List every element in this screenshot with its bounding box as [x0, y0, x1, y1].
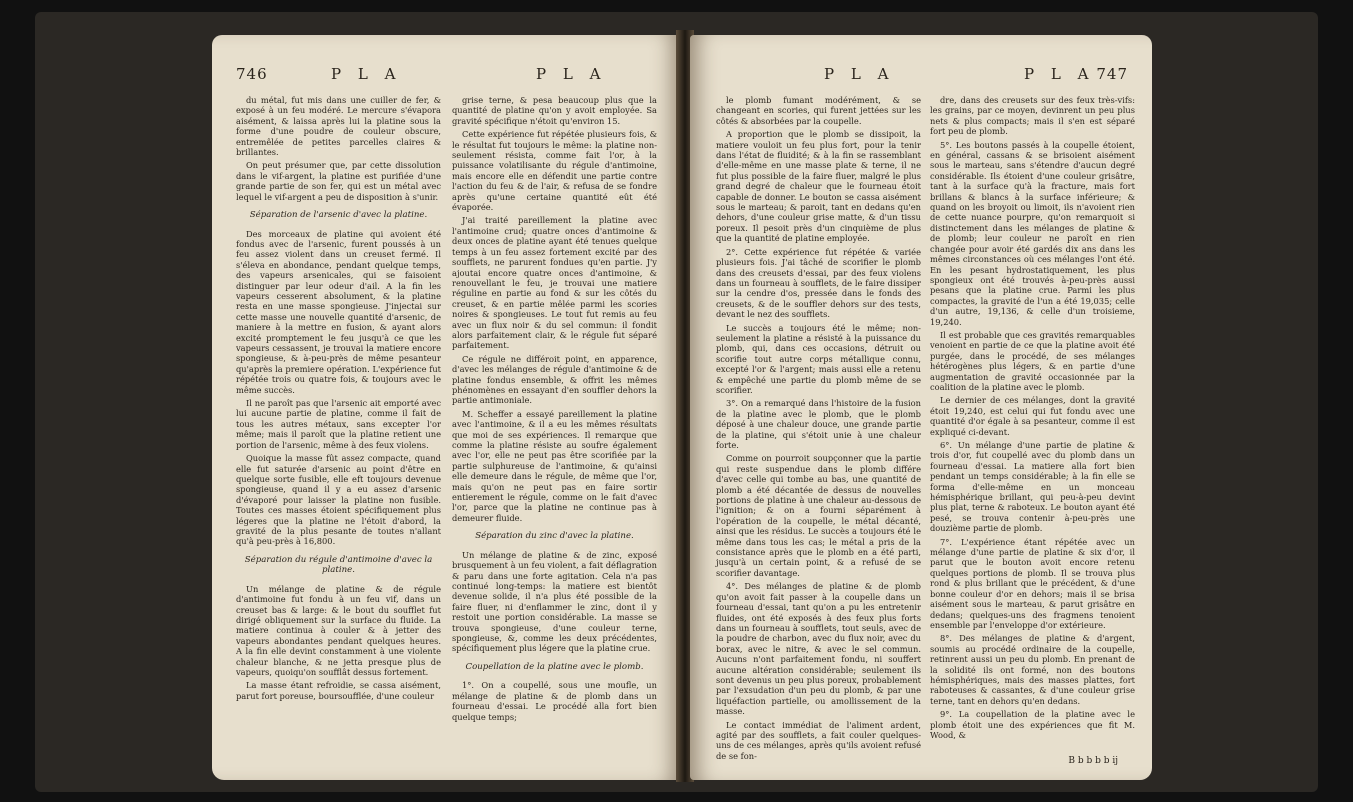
right-page-column-1 — [716, 95, 921, 764]
left-page-column-1 — [236, 95, 441, 704]
paragraph: 5°. Les boutons passés à la coupelle étoient, en général, cassans & se brisoient aisément sous le marteau, sans s'étendre d'aucun degré considérable. Ils étoient d'une couleur grisâtre, tant à la surface qu'à la fracture, mais fort brillans & blancs à la surface inférieure; & quand on les broyoit ou limoit, ils n'avoient rien de cette nuance pourpre, qu'on remarquoit si distinctement dans les mélanges de platine & de plomb; leur couleur ne paroît en rien changée pour avoir été gardés dix ans dans les mêmes circonstances où ces mélanges l'ont été. En les pesant hydrostatiquement, les plus spongieux ont été trouvés à-peu-près aussi pesans que la platine crue. Parmi les plus compactes, la gravité de l'un a été 19,035; celle d'un autre, 19,136, & celle d'un troisieme, 19,240. — [930, 139, 1135, 327]
paragraph: Un mélange de platine & de zinc, exposé brusquement à un feu violent, a fait déflagration & paru dans une forte agitation. Cela n'a pas continué long-temps: la matiere est bientôt devenue solide, il n'a plus été possible de la faire fluer, ni d'enflammer le zinc, dont il y restoit une portion considérable. La masse se trouva spongieuse, d'une couleur terne, spongieuse, &, comme les deux précédentes, spécifiquement plus légere que la platine crue. — [452, 549, 657, 654]
paragraph: 3°. On a remarqué dans l'histoire de la fusion de la platine avec le plomb, que le plomb déposé à une chaleur douce, une grande partie de la platine, qui s'étoit unie à une chaleur forte. — [716, 398, 921, 450]
paragraph: A proportion que le plomb se dissipoit, la matiere vouloit un feu plus fort, pour la tenir dans l'état de fluidité; & à la fin se rassemblant d'elle-même en une masse plate & terne, il ne fut plus possible de la faire fluer, malgré le plus grand degré de chaleur que le fourneau étoit capable de donner. Le bouton se cassa aisément sous le marteau; & paroit, tant en dedans qu'en dehors, d'une couleur grise matte, & d'un tissu poreux. Il pesoit près d'un cinquième de plus que la quantité de platine employée. — [716, 129, 921, 244]
paragraph: 6°. Un mélange d'une partie de platine & trois d'or, fut coupellé avec du plomb dans un fourneau d'essai. La matiere alla fort bien pendant un temps considérable; à la fin elle se forma d'elle-même en un monceau hémisphérique brillant, qui peu-à-peu devint plus plat, terne & raboteux. Le bouton ayant été pesé, se trouva contenir à-peu-près une douzième partie de plomb. — [930, 440, 1135, 534]
paragraph: 7°. L'expérience étant répétée avec un mélange d'une partie de platine & six d'or, il parut que le bouton avoit encore retenu quelques portions de plomb. Il se trouva plus rond & plus brillant que le précédent, & d'une bonne couleur d'or en dehors; mais il se brisa aisément sous le marteau, & parut grisâtre en dedans; quelques-uns des fragmens tenoient ensemble par l'enveloppe d'or extérieure. — [930, 536, 1135, 630]
paragraph: Le succès a toujours été le même; non-seulement la platine a résisté à la puissance du plomb, qui, dans ces occasions, détruit ou scorifie tout autre corps métallique connu, excepté l'or & l'argent; mais aussi elle a retenu & empêché une partie du plomb même de se scorifier. — [716, 322, 921, 395]
left-page-column-2 — [452, 95, 657, 725]
left-page-header — [236, 65, 656, 89]
running-head-right: P L A — [1024, 65, 1095, 83]
paragraph: du métal, fut mis dans une cuiller de fer, & exposé à un feu modéré. Le mercure s'évapora aisément, & laissa après lui la platine sous la forme d'une poudre de couleur obscure, entremêlée de petites parcelles claires & brillantes. — [236, 95, 441, 158]
paragraph: M. Scheffer a essayé pareillement la platine avec l'antimoine, & il a eu les mêmes résultats que moi de ses expériences. Il remarque que comme la platine résiste au soufre également avec l'or, elle ne peut pas être scorifiée par la partie sulphureuse de l'antimoine, & qu'ainsi elle demeure dans le régule, de même que l'or, mais qu'on ne peut pas en faire sortir entierement le régule, comme on le fait d'avec l'or, parce que la platine ne continue pas à demeurer fluide. — [452, 408, 657, 523]
paragraph: Des morceaux de platine qui avoient été fondus avec de l'arsenic, furent poussés à un feu assez violent dans un creuset fermé. Il s'éleva en abondance, pendant quelque temps, des vapeurs arsenicales, qui se faisoient distinguer par leur odeur d'ail. A la fin les vapeurs cesserent absolument, & la platine resta en une masse spongieuse. J'injectai sur cette masse une nouvelle quantité d'arsenic, de maniere à la mettre en fusion, & ayant alors excité promptement le feu jusqu'à ce que les vapeurs cessassent, je trouvai la matiere encore spongieuse, & à-peu-près de même pesanteur qu'après la premiere opération. L'expérience fut répétée trois ou quatre fois, & toujours avec le même succès. — [236, 228, 441, 395]
right-page-header — [714, 65, 1128, 89]
left-page — [212, 35, 680, 780]
paragraph: le plomb fumant modérément, & se changeant en scories, qui furent jettées sur les côtés & absorbées par la coupelle. — [716, 95, 921, 126]
paragraph: Il ne paroît pas que l'arsenic ait emporté avec lui aucune partie de platine, comme il fait de tous les autres métaux, sans excepter l'or même; mais il paroît que la platine retient une portion de l'arsenic, même à des feux violens. — [236, 398, 441, 450]
paragraph: Le dernier de ces mélanges, dont la gravité étoit 19,240, est celui qui fut fondu avec une quantité d'or égale à sa pesanteur, comme il est expliqué ci-devant. — [930, 395, 1135, 437]
paragraph: 4°. Des mélanges de platine & de plomb qu'on avoit fait passer à la coupelle dans un fourneau d'essai, tant qu'on a pu les entretenir fluides, ont été exposés à des feux plus forts dans un fourneau à soufflets, tout seuls, avec de la poudre de charbon, avec du flux noir, avec du borax, avec le nitre, & avec le sel commun. Aucuns n'ont parfaitement fondu, ni souffert aucune altération considérable; seulement ils sont devenus un peu plus poreux, probablement par l'exsudation d'un peu du plomb, & par une liquéfaction partielle, ou amollissement de la masse. — [716, 581, 921, 717]
paragraph: Quoique la masse fût assez compacte, quand elle fut saturée d'arsenic au point d'être en quelque sorte fusible, elle eft toujours devenue spongieuse, quand il y a eu assez d'arsenic d'évaporé pour laisser la platine non fusible. Toutes ces masses étoient spécifiquement plus légeres que la platine ne l'étoit d'abord, la gravité de la plus pesante de toutes n'allant qu'à peu-près à 16,800. — [236, 453, 441, 547]
paragraph: grise terne, & pesa beaucoup plus que la quantité de platine qu'on y avoit employée. Sa gravité spécifique n'étoit qu'environ 15. — [452, 95, 657, 126]
paragraph: Comme on pourroit soupçonner que la partie qui reste suspendue dans le plomb différe d'avec celle qui tombe au bas, une quantité de plomb a été décantée de dessus de nouvelles portions de platine à une chaleur au-dessous de l'ignition; & on a fourni séparément à l'opération de la coupelle, le métal décanté, ainsi que les résidus. Le succès a toujours été le même dans tous les cas; le métal a pris de la consistance après que le plomb en a été parti, jusqu'à un certain point, & a refusé de se scorifier davantage. — [716, 453, 921, 578]
page-number: 746 — [236, 65, 268, 83]
page-number: 747 — [1096, 65, 1128, 83]
paragraph: Ce régule ne différoit point, en apparence, d'avec les mélanges de régule d'antimoine & de platine fondus ensemble, & offrit les mêmes phénomènes en essayant d'en souffler dehors la partie antimoniale. — [452, 353, 657, 406]
paragraph: La masse étant refroidie, se cassa aisément, parut fort poreuse, boursoufflée, d'une couleur — [236, 680, 441, 701]
running-head-left: P L A — [331, 65, 402, 83]
section-heading: Séparation du régule d'antimoine d'avec la platine. — [244, 554, 433, 576]
paragraph: Il est probable que ces gravités remarquables venoient en partie de ce que la platine avoit été purgée, dans le procédé, de ses mélanges hétérogènes plus légers, & en partie d'une augmentation de gravité occasionnée par la coalition de la platine avec le plomb. — [930, 329, 1135, 392]
section-heading: Séparation de l'arsenic d'avec la platine. — [249, 210, 428, 221]
running-head-right: P L A — [536, 65, 607, 83]
paragraph: 8°. Des mélanges de platine & d'argent, soumis au procédé ordinaire de la coupelle, retinrent aussi un peu du plomb. En prenant de la solidité ils ont formé, non des boutons hémisphériques, mais des masses plattes, fort raboteuses & cassantes, & d'une couleur grise terne, tant en dehors qu'en dedans. — [930, 633, 1135, 706]
section-heading: Coupellation de la platine avec le plomb. — [465, 661, 644, 672]
paragraph: Cette expérience fut répétée plusieurs fois, & le résultat fut toujours le même: la platine non-seulement résista, comme fait l'or, à la puissance volatilisante du régule d'antimoine, mais encore elle en défendit une partie contre l'action du feu & de l'air, & refusa de se fondre après qu'une certaine quantité eût été évaporée. — [452, 129, 657, 213]
right-page — [690, 35, 1152, 780]
paragraph: Un mélange de platine & de régule d'antimoine fut fondu à un feu vif, dans un creuset bas & large: & le bout du soufflet fut dirigé obliquement sur la surface du fluide. La matiere continua à couler & à jetter des vapeurs abondantes pendant quelques heures. A la fin elle devint constamment à une violente chaleur blanche, & ne jetta presque plus de vapeurs, quoiqu'on soufflât dessus fortement. — [236, 583, 441, 677]
section-heading: Séparation du zinc d'avec la platine. — [475, 531, 634, 542]
paragraph: 2°. Cette expérience fut répétée & variée plusieurs fois. J'ai tâché de scorifier le plomb dans des creusets d'essai, par des feux violens dans un fourneau à soufflets, de le faire dissiper sur la cendre d'os, pressée dans le fonds des creusets, & de le souffler dehors sur des tests, devant le nez des soufflets. — [716, 246, 921, 320]
paragraph: Le contact immédiat de l'aliment ardent, agité par des soufflets, a fait couler quelques-uns de ces mélanges, après qu'ils avoient refusé de se fon- — [716, 719, 921, 761]
paragraph: 9°. La coupellation de la platine avec le plomb étoit une des expériences que fit M. Wood, & — [930, 709, 1135, 740]
signature-mark: B b b b b ij — [1068, 756, 1118, 766]
paragraph: J'ai traité pareillement la platine avec l'antimoine crud; quatre onces d'antimoine & deux onces de platine ayant été tenues quelque temps à un feu assez fortement excité par des soufflets, ne parurent fondues qu'en partie. J'y ajoutai encore quatre onces d'antimoine, & renouvellant le feu, je trouvai une matiere réguline en partie au fond & sur les côtés du creuset, & en partie mêlée parmi les scories noires & spongieuses. Le tout fut remis au feu avec un flux noir & du sel commun: il fondit alors parfaitement clair, & le régule fut séparé parfaitement. — [452, 215, 657, 351]
paragraph: On peut présumer que, par cette dissolution dans le vif-argent, la platine est purifiée d'une grande partie de son fer, qui est un métal avec lequel le vif-argent a peu de disposition à s'unir. — [236, 160, 441, 202]
right-page-column-2 — [930, 95, 1135, 743]
running-head-left: P L A — [824, 65, 895, 83]
paragraph: dre, dans des creusets sur des feux très-vifs: les grains, par ce moyen, devinrent un peu plus nets & plus compacts; mais il s'en est séparé fort peu de plomb. — [930, 95, 1135, 137]
paragraph: 1°. On a coupellé, sous une moufle, un mélange de platine & de plomb dans un fourneau d'essai. Le procédé alla fort bien quelque temps; — [452, 680, 657, 722]
